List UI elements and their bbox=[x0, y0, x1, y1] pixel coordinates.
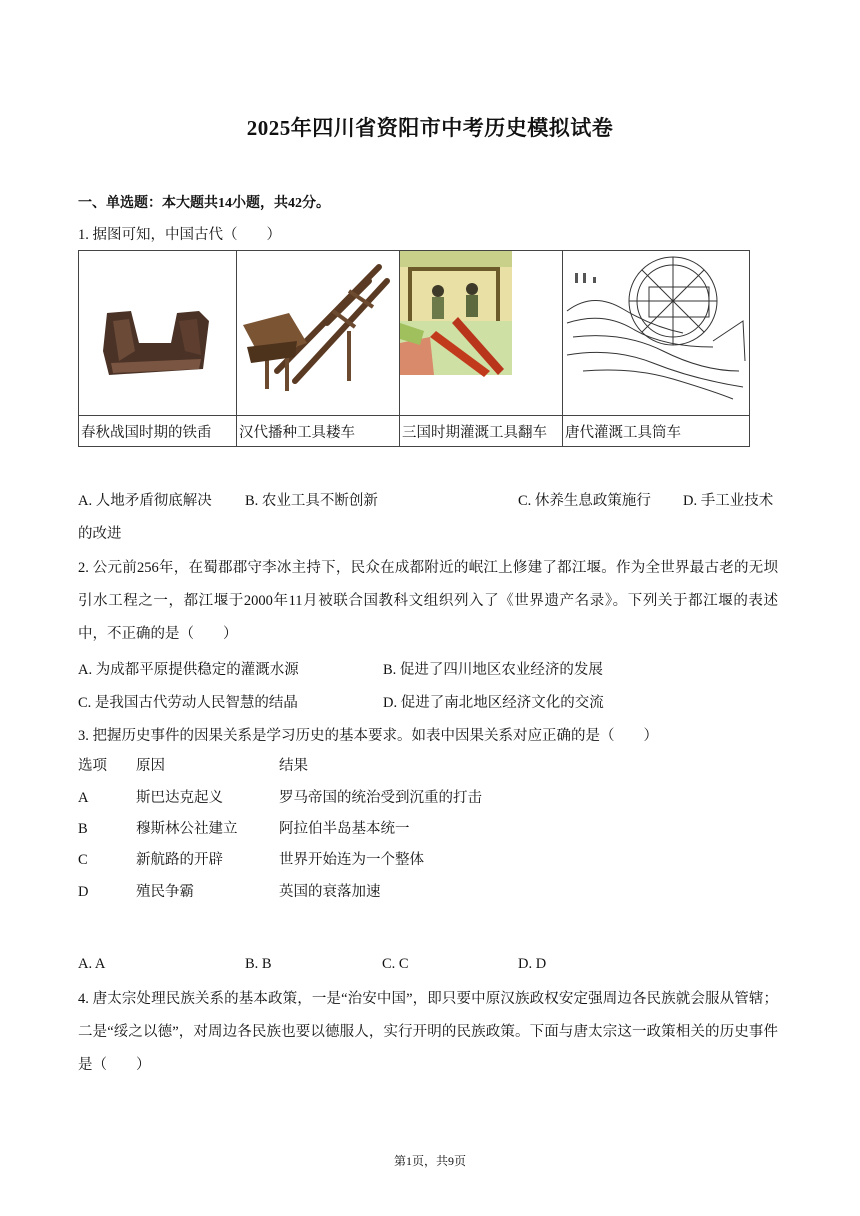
q2-option-a[interactable]: A. 为成都平原提供稳定的灌溉水源 bbox=[78, 662, 299, 678]
q1-option-b[interactable]: B. 农业工具不断创新 bbox=[245, 493, 378, 509]
q3-row-b-cause: 穆斯林公社建立 bbox=[136, 821, 238, 837]
q3-row-c-result: 世界开始连为一个整体 bbox=[279, 852, 424, 868]
caption-tube-waterwheel: 唐代灌溉工具筒车 bbox=[563, 416, 750, 447]
q3-option-c[interactable]: C. C bbox=[382, 956, 409, 972]
q3-row-a-option: A bbox=[78, 790, 89, 806]
q1-option-d-continued: 的改进 bbox=[78, 526, 122, 542]
q1-image-table bbox=[78, 250, 750, 447]
q3-row-a-cause: 斯巴达克起义 bbox=[136, 790, 223, 806]
tube-waterwheel-image bbox=[563, 251, 749, 415]
q4-text: 4. 唐太宗处理民族关系的基本政策，一是“治安中国”，即只要中原汉族政权安定强周边各民族就会服从管辖；二是“绥之以德”，对周边各民族也要以德服人，实行开明的民族政策。下面与唐太宗这一政策相关的历史事件是（ ） bbox=[78, 991, 778, 1073]
caption-seed-drill: 汉代播种工具耧车 bbox=[237, 416, 400, 447]
q3-header-cause: 原因 bbox=[136, 758, 165, 774]
caption-dragon-bone-waterwheel: 三国时期灌溉工具翻车 bbox=[400, 416, 563, 447]
section-heading: 一、单选题：本大题共14小题，共42分。 bbox=[78, 196, 330, 211]
q3-option-b[interactable]: B. B bbox=[245, 956, 272, 972]
dragon-bone-waterwheel-image bbox=[400, 251, 562, 415]
q3-row-b-option: B bbox=[78, 821, 88, 837]
q3-header-result: 结果 bbox=[279, 758, 308, 774]
q2-option-d[interactable]: D. 促进了南北地区经济文化的交流 bbox=[383, 695, 604, 711]
q3-stem: 3. 把握历史事件的因果关系是学习历史的基本要求。如表中因果关系对应正确的是（ ） bbox=[78, 728, 658, 744]
page-footer: 第1页，共9页 bbox=[393, 1154, 466, 1168]
q3-row-d-cause: 殖民争霸 bbox=[136, 884, 194, 900]
q3-row-c-option: C bbox=[78, 852, 88, 868]
q3-row-d-result: 英国的衰落加速 bbox=[279, 884, 381, 900]
page-title: 2025年四川省资阳市中考历史模拟试卷 bbox=[246, 116, 614, 140]
q3-option-a[interactable]: A. A bbox=[78, 956, 106, 972]
q3-row-a-result: 罗马帝国的统治受到沉重的打击 bbox=[279, 790, 482, 806]
q3-option-d[interactable]: D. D bbox=[518, 956, 547, 972]
caption-iron-spade: 春秋战国时期的铁臿 bbox=[79, 416, 237, 447]
q2-option-b[interactable]: B. 促进了四川地区农业经济的发展 bbox=[383, 662, 603, 678]
q1-option-c[interactable]: C. 休养生息政策施行 bbox=[518, 493, 651, 509]
q3-row-d-option: D bbox=[78, 884, 89, 900]
q2-text: 2. 公元前256年，在蜀郡郡守李冰主持下，民众在成都附近的岷江上修建了都江堰。作为全世界最古老的无坝引水工程之一，都江堰于2000年11月被联合国教科文组织列入了《世界遗产名录》。下列关于都江堰的表述中，不正确的是（ ） bbox=[78, 560, 778, 642]
q3-row-c-cause: 新航路的开辟 bbox=[136, 852, 223, 868]
q1-option-d[interactable]: D. 手工业技术 bbox=[683, 493, 774, 509]
iron-spade-image bbox=[79, 251, 236, 415]
q1-stem: 1. 据图可知，中国古代（ ） bbox=[78, 227, 281, 243]
q2-option-c[interactable]: C. 是我国古代劳动人民智慧的结晶 bbox=[78, 695, 298, 711]
seed-drill-image bbox=[237, 251, 399, 415]
q3-header-option: 选项 bbox=[78, 758, 107, 774]
q3-row-b-result: 阿拉伯半岛基本统一 bbox=[279, 821, 410, 837]
q1-option-a[interactable]: A. 人地矛盾彻底解决 bbox=[78, 493, 212, 509]
